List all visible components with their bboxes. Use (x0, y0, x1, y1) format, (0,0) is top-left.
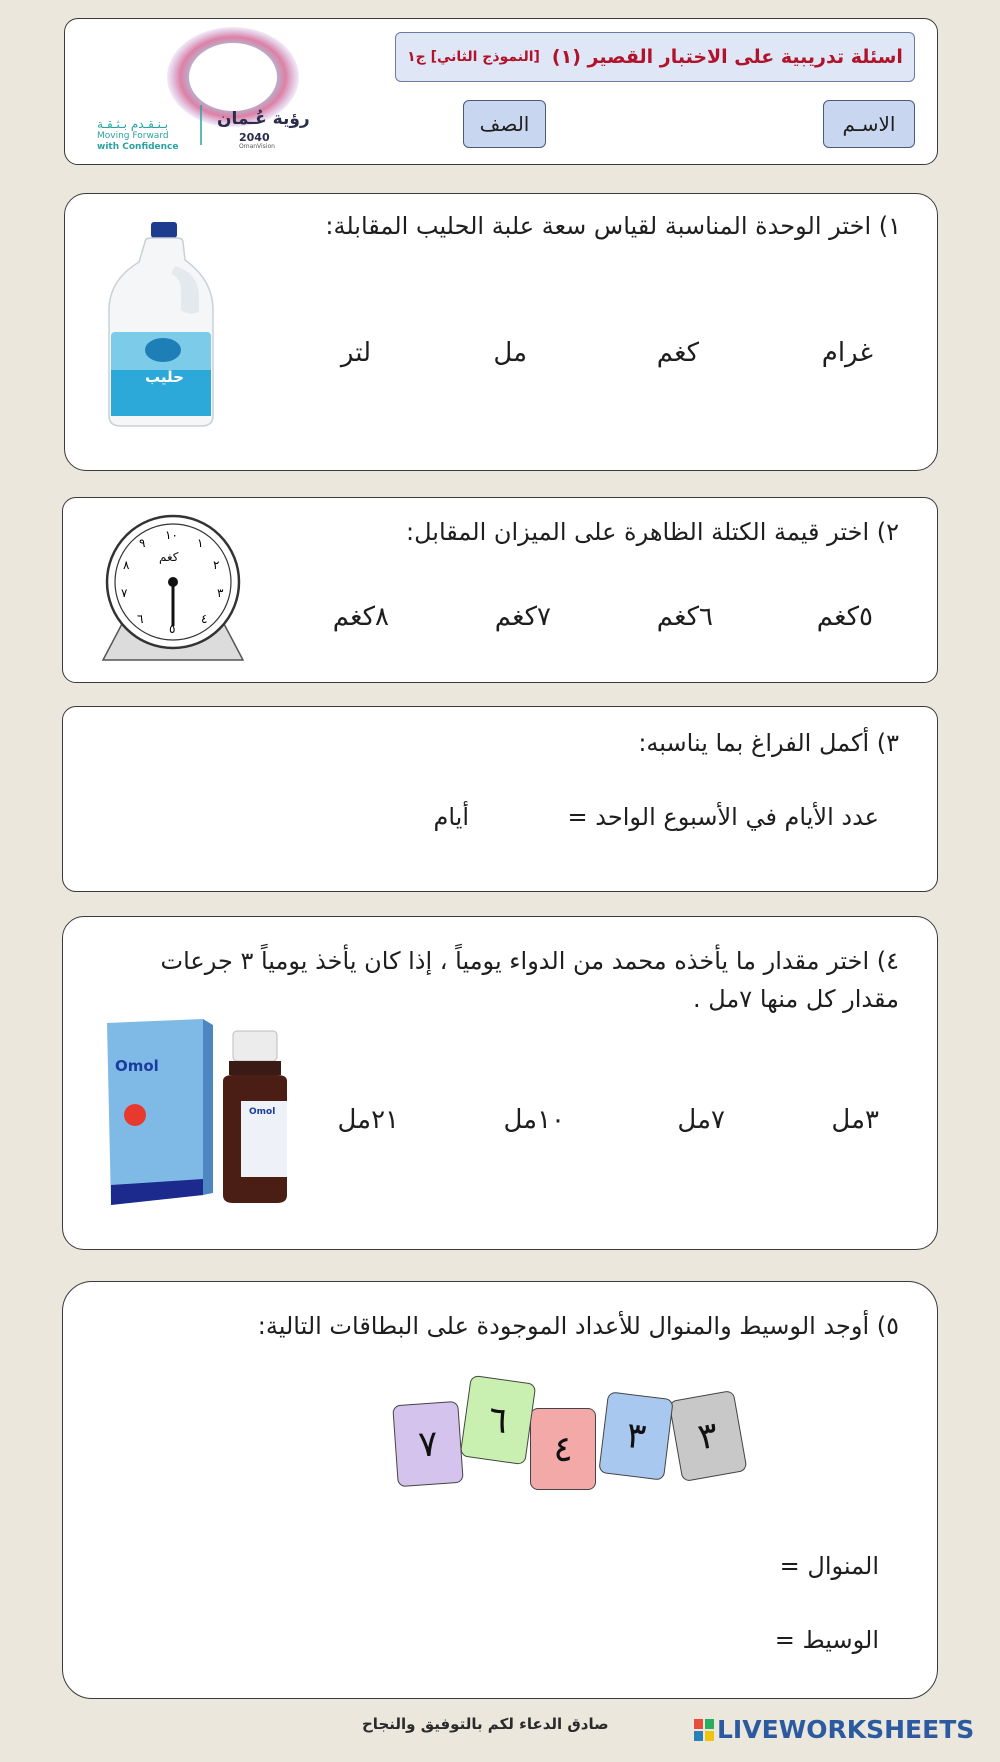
scale-number-10: ١٠ (165, 528, 178, 542)
scale-number-9: ٩ (139, 536, 146, 550)
scale-number-1: ١ (197, 536, 204, 550)
question-4-text-line2: مقدار كل منها ٧مل . (693, 985, 899, 1013)
name-field[interactable]: الاسـم (823, 100, 915, 148)
q2-option-3[interactable]: ٧كغم (494, 602, 551, 632)
scale-number-5: ٥ (169, 622, 176, 636)
number-card-1: ٣ (668, 1390, 747, 1482)
question-1-text: ١) اختر الوحدة المناسبة لقياس سعة علبة الحليب المقابلة: (325, 212, 901, 240)
scale-number-3: ٣ (217, 586, 224, 600)
question-1-card (64, 193, 938, 471)
question-4-card (62, 916, 938, 1250)
q2-option-4[interactable]: ٨كغم (332, 602, 389, 632)
q5-median-label: الوسيط = (774, 1626, 879, 1654)
scale-number-8: ٨ (123, 558, 130, 572)
milk-jug-image (101, 220, 221, 435)
q4-option-4[interactable]: ٢١مل (337, 1105, 399, 1135)
logo-oman-vision: OmanVision (239, 143, 275, 150)
logo-tagline-en-2: with Confidence (97, 142, 179, 152)
question-2-text: ٢) اختر قيمة الكتلة الظاهرة على الميزان المقابل: (406, 518, 899, 546)
class-field[interactable]: الصف (463, 100, 546, 148)
question-5-text: ٥) أوجد الوسيط والمنوال للأعداد الموجودة على البطاقات التالية: (257, 1312, 899, 1340)
number-card-2: ٣ (598, 1391, 674, 1480)
q4-option-1[interactable]: ٣مل (831, 1105, 879, 1135)
milk-label: حليب (145, 368, 184, 386)
q3-sentence: عدد الأيام في الأسبوع الواحد = (567, 803, 879, 831)
q4-option-3[interactable]: ١٠مل (503, 1105, 565, 1135)
q3-unit: أيام (433, 803, 469, 831)
medicine-bottle-brand: Omol (249, 1107, 276, 1117)
q1-option-3[interactable]: مل (493, 338, 527, 368)
worksheet-title-box (395, 32, 915, 82)
q1-option-4[interactable]: لتر (340, 338, 371, 368)
worksheet-title: اسئلة تدريبية على الاختبار القصير (١) (551, 46, 903, 68)
question-3-card (62, 706, 938, 892)
scale-image (101, 514, 245, 664)
logo-year: 2040 (239, 131, 270, 144)
q2-option-2[interactable]: ٦كغم (656, 602, 713, 632)
q2-option-1[interactable]: ٥كغم (816, 602, 873, 632)
liveworksheets-logo (694, 1715, 974, 1744)
question-5-card (62, 1281, 938, 1699)
scale-number-7: ٧ (121, 586, 128, 600)
oman-vision-logo (95, 25, 335, 155)
medicine-box-brand: Omol (115, 1057, 159, 1075)
q4-option-2[interactable]: ٧مل (677, 1105, 725, 1135)
q5-median-input[interactable] (623, 1622, 823, 1658)
q1-option-1[interactable]: غرام (821, 338, 873, 368)
scale-unit-label: كغم (159, 550, 179, 564)
logo-tagline-ar: بـنـقـدم بـثـقـة (97, 117, 169, 131)
number-card-3: ٤ (530, 1408, 596, 1490)
scale-number-2: ٢ (213, 558, 220, 572)
logo-tagline-en-1: Moving Forward (97, 131, 169, 141)
medicine-image (107, 1019, 303, 1209)
question-2-card (62, 497, 938, 683)
logo-vision-text: رؤية عُـمان (217, 109, 310, 129)
question-3-text: ٣) أكمل الفراغ بما يناسبه: (638, 729, 899, 757)
liveworksheets-grid-icon (694, 1719, 714, 1741)
scale-number-4: ٤ (201, 612, 208, 626)
worksheet-subtitle: [النموذج الثاني] ج١ (407, 49, 540, 65)
scale-number-6: ٦ (137, 612, 144, 626)
header-card (64, 18, 938, 165)
number-card-4: ٦ (460, 1375, 537, 1465)
liveworksheets-brand: LIVEWORKSHEETS (717, 1715, 975, 1744)
number-card-5: ٧ (392, 1401, 464, 1487)
q5-mode-input[interactable] (623, 1548, 823, 1584)
q1-option-2[interactable]: كغم (656, 338, 699, 368)
question-4-text-line1: ٤) اختر مقدار ما يأخذه محمد من الدواء يومياً ، إذا كان يأخذ يومياً ٣ جرعات (160, 947, 899, 975)
footer-message: صادق الدعاء لكم بالتوفيق والنجاح (362, 1715, 609, 1733)
q5-mode-label: المنوال = (779, 1552, 879, 1580)
